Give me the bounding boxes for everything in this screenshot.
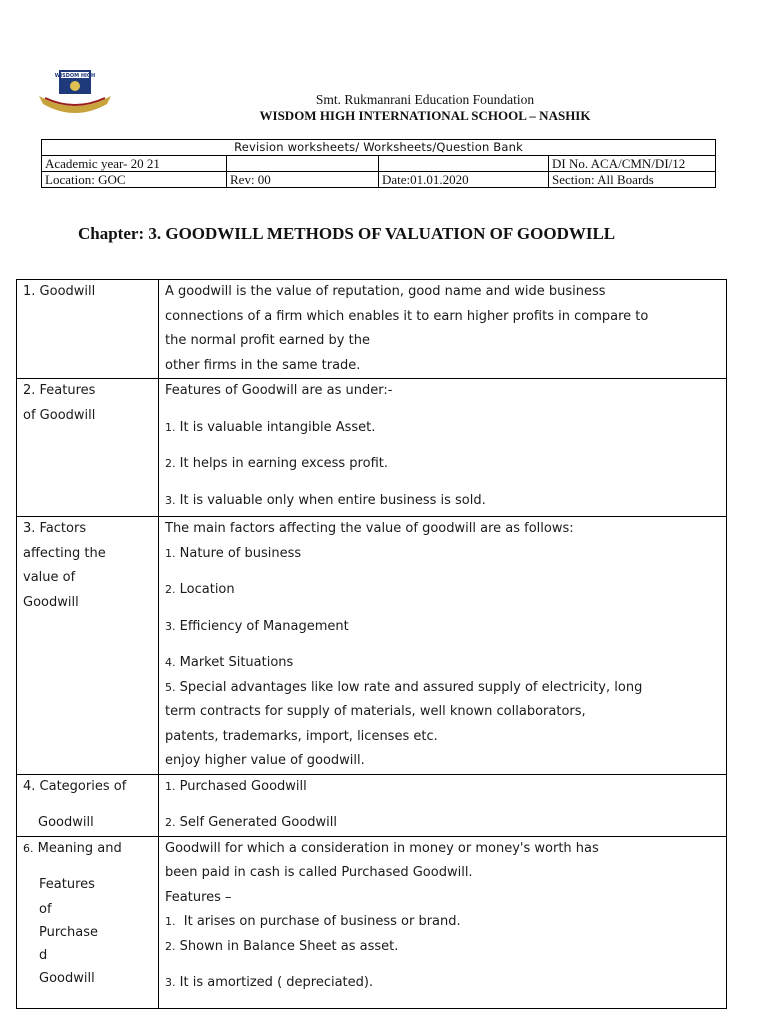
definition-line: been paid in cash is called Purchased Goodwill. (165, 865, 473, 880)
definition-cell (159, 836, 727, 1008)
definition-line: The main factors affecting the value of goodwill are as follows: (165, 521, 574, 536)
list-item: 3. It is amortized ( depreciated). (165, 975, 374, 990)
table-row (17, 774, 727, 836)
term-label: 4. Categories of (23, 778, 127, 794)
term-cell (17, 836, 159, 1008)
definition-line: other firms in the same trade. (165, 357, 361, 373)
worksheet-banner: Revision worksheets/ Worksheets/Question Bank (42, 140, 716, 156)
term-label: value of (23, 570, 76, 585)
term-cell (17, 774, 159, 836)
term-label: 2. Features (23, 383, 96, 398)
empty-cell (379, 156, 549, 172)
term-label: of Goodwill (23, 407, 96, 423)
term-label: Goodwill (23, 594, 79, 610)
definition-cell (159, 517, 727, 775)
table-row (17, 836, 727, 1008)
di-number: DI No. ACA/CMN/DI/12 (549, 156, 716, 172)
definition-line: Goodwill for which a consideration in money or money's worth has (165, 840, 599, 856)
table-row (17, 379, 727, 517)
term-cell (17, 280, 159, 379)
definition-line: Features of Goodwill are as under:- (165, 383, 393, 398)
date: Date:01.01.2020 (379, 172, 549, 188)
table-row (17, 280, 727, 379)
definition-line: term contracts for supply of materials, well known collaborators, (165, 704, 586, 719)
location: Location: GOC (42, 172, 227, 188)
empty-cell (227, 156, 379, 172)
table-row (17, 517, 727, 775)
list-item: 2. Shown in Balance Sheet as asset. (165, 938, 399, 954)
list-item: 5. Special advantages like low rate and assured supply of electricity, long (165, 679, 643, 695)
definition-line: patents, trademarks, import, licenses etc. (165, 728, 438, 744)
chapter-title: Chapter: 3. GOODWILL METHODS OF VALUATION OF GOODWILL (78, 224, 616, 243)
term-label: 3. Factors (23, 521, 87, 536)
term-label: Features (39, 877, 95, 892)
content-table (16, 279, 727, 1009)
definition-line: Features – (165, 889, 232, 905)
definition-cell (159, 774, 727, 836)
document-info-table (41, 139, 716, 188)
list-item: 1. Nature of business (165, 545, 302, 561)
definition-line: the normal profit earned by the (165, 333, 370, 348)
definition-cell (159, 379, 727, 517)
term-label: Goodwill (38, 815, 94, 830)
list-item: 2. Location (165, 582, 235, 597)
list-item: 3. Efficiency of Management (165, 618, 349, 634)
list-item: 1. Purchased Goodwill (165, 778, 307, 794)
term-label: 6. Meaning and (23, 840, 122, 856)
definition-line: enjoy higher value of goodwill. (165, 753, 365, 768)
logo-text: WISDOM HIGH (54, 73, 96, 79)
term-label: 1. Goodwill (23, 284, 96, 299)
foundation-name: Smt. Rukmanrani Education Foundation (315, 92, 535, 107)
term-label: affecting the (23, 545, 106, 561)
list-item: 3. It is valuable only when entire business is sold. (165, 492, 486, 508)
definition-cell (159, 280, 727, 379)
school-name: WISDOM HIGH INTERNATIONAL SCHOOL – NASHIK (259, 108, 591, 123)
academic-year: Academic year- 20 21 (42, 156, 227, 172)
term-cell (17, 379, 159, 517)
section: Section: All Boards (549, 172, 716, 188)
definition-line: connections of a firm which enables it to earn higher profits in compare to (165, 308, 649, 324)
list-item: 2. Self Generated Goodwill (165, 815, 338, 830)
revision: Rev: 00 (227, 172, 379, 188)
term-label: d (39, 947, 48, 963)
list-item: 2. It helps in earning excess profit. (165, 456, 388, 471)
term-label: Purchase (39, 924, 99, 940)
list-item: 1. It arises on purchase of business or brand. (165, 914, 461, 929)
list-item: 4. Market Situations (165, 655, 294, 670)
list-item: 1. It is valuable intangible Asset. (165, 419, 376, 435)
term-label: Goodwill (39, 970, 95, 986)
term-label: of (39, 901, 52, 917)
term-cell (17, 517, 159, 775)
definition-line: A goodwill is the value of reputation, good name and wide business (165, 284, 606, 299)
